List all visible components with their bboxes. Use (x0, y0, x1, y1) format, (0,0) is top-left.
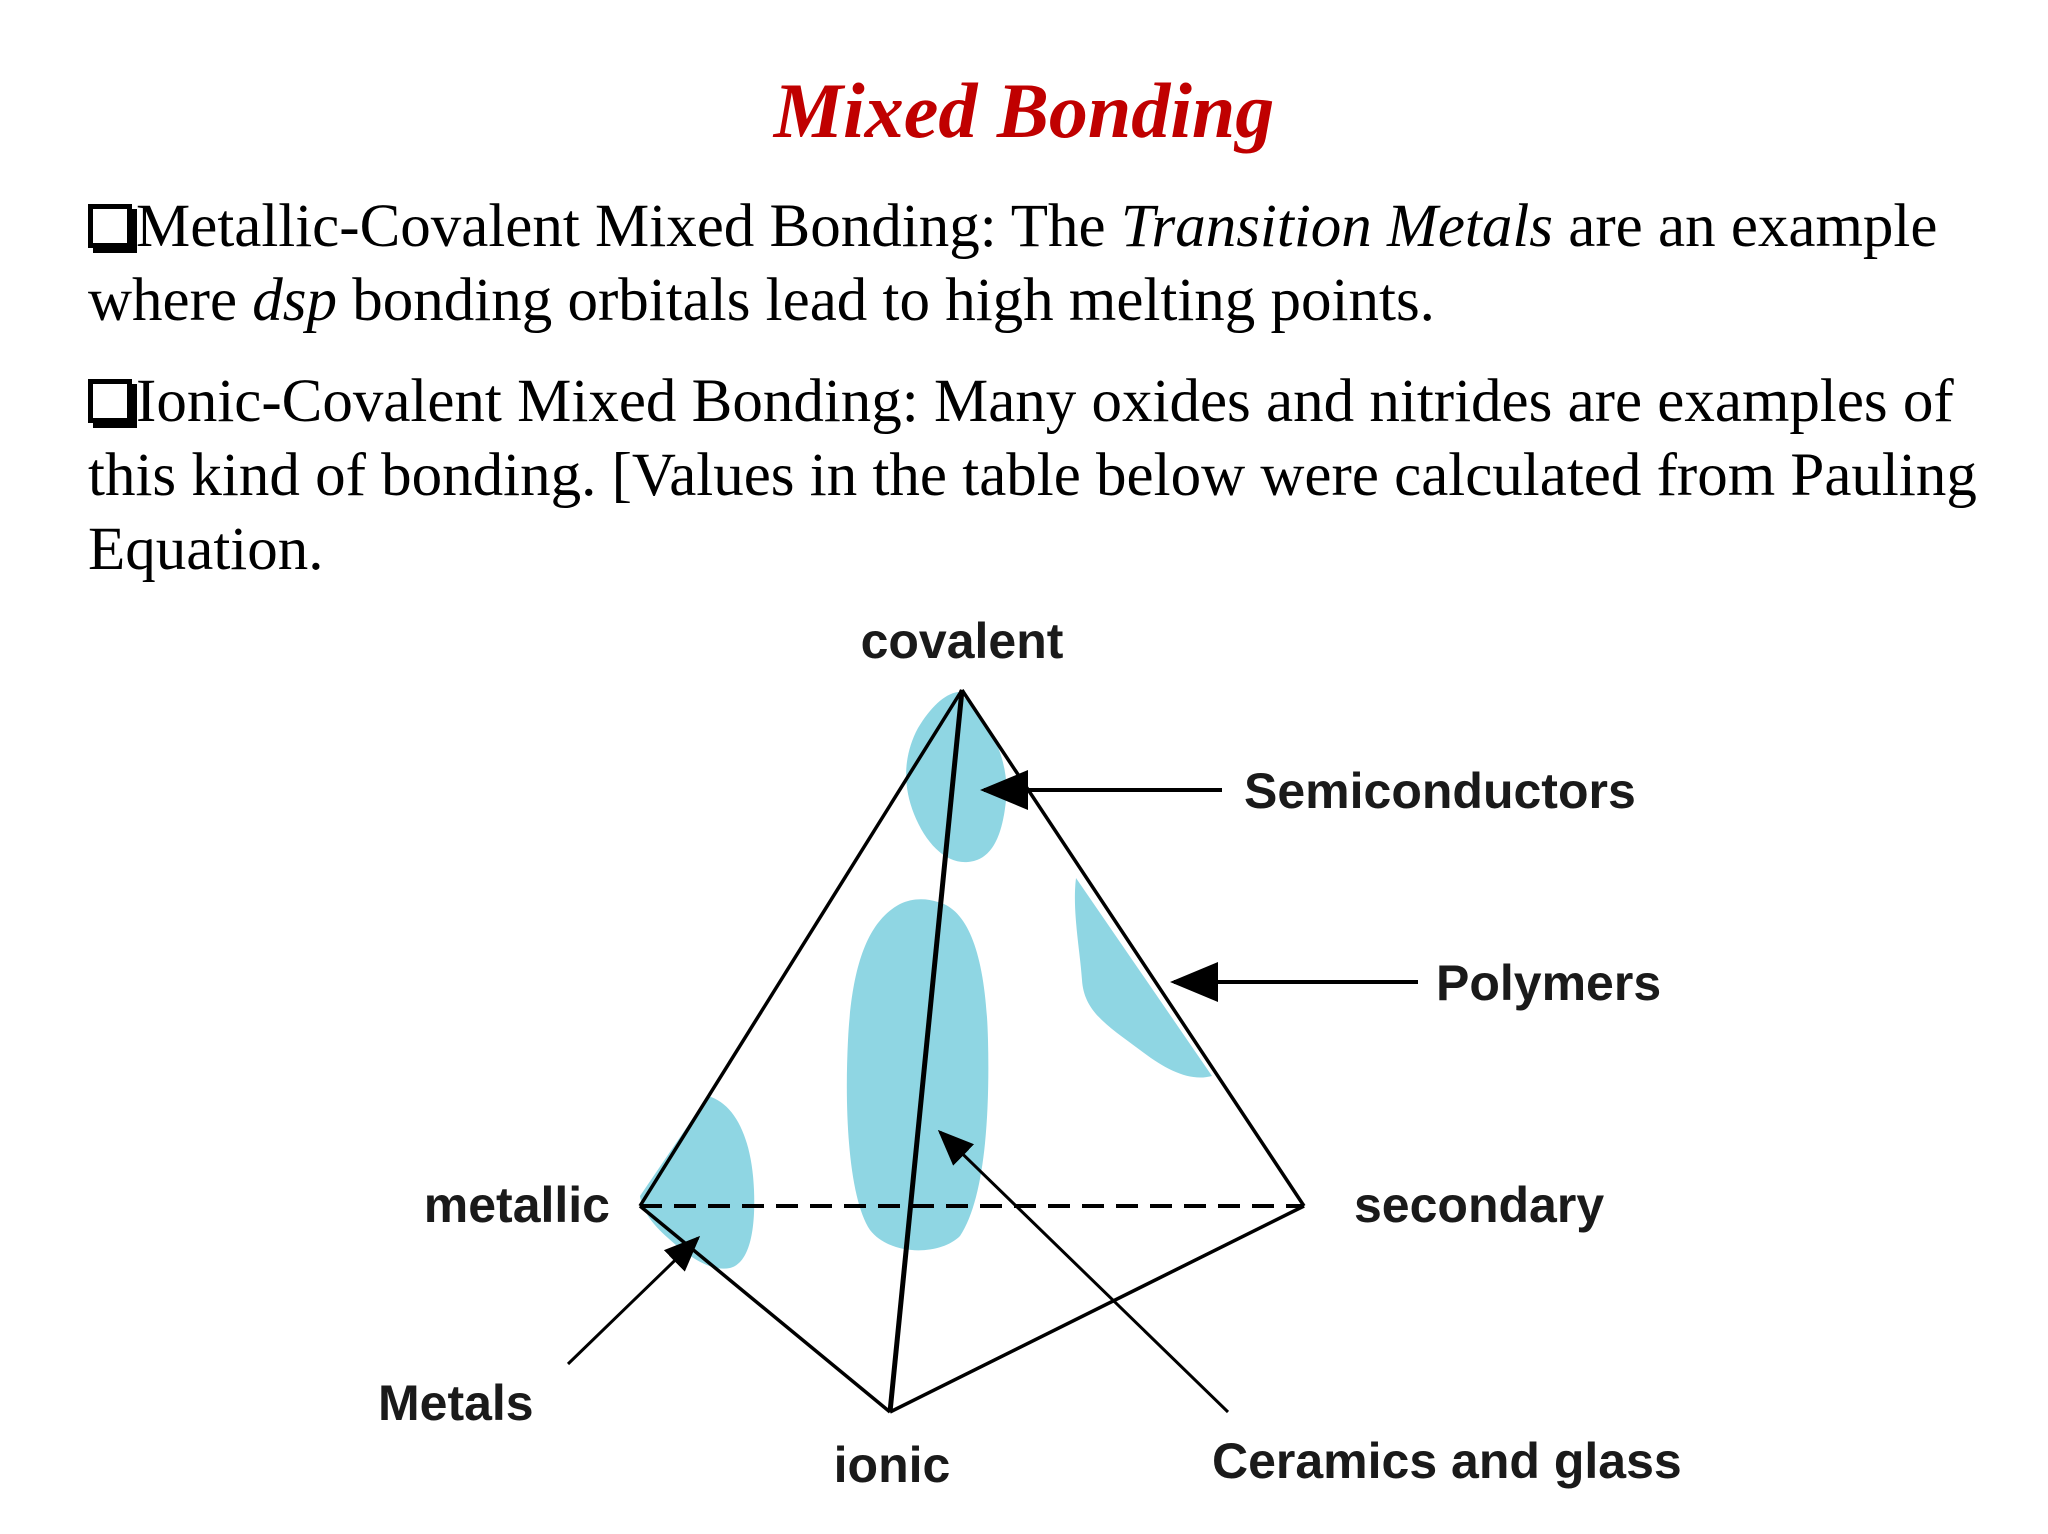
region-ceramics-glass (847, 899, 989, 1250)
p2-text: Ionic-Covalent Mixed Bonding: Many oxides and nitrides are examples of this kind of bonding. [Values in the table below were calculated from Pauling Equation. (88, 368, 1977, 583)
region-polymers (1075, 878, 1212, 1078)
shaded-regions (640, 692, 1212, 1269)
p1-emph-dsp: dsp (252, 267, 338, 334)
label-metals: Metals (378, 1375, 534, 1431)
edge-metallic-ionic (640, 1206, 890, 1412)
p1-text-a: Metallic-Covalent Mixed Bonding: The (136, 193, 1121, 260)
label-ceramics-glass: Ceramics and glass (1212, 1433, 1682, 1489)
arrow-metals (568, 1238, 698, 1364)
label-covalent: covalent (860, 613, 1064, 669)
label-ionic: ionic (833, 1437, 951, 1493)
p1-text-c: bonding orbitals lead to high melting points. (337, 267, 1435, 334)
region-metals (640, 1096, 754, 1269)
slide-title: Mixed Bonding (773, 67, 1275, 154)
label-semiconductors: Semiconductors (1244, 763, 1636, 819)
arrow-ceramics (940, 1132, 1228, 1412)
label-secondary: secondary (1354, 1177, 1605, 1233)
label-metallic: metallic (423, 1177, 610, 1233)
p1-emph-transition-metals: Transition Metals (1120, 193, 1554, 260)
pointer-arrows (568, 790, 1418, 1412)
p1-text-b: are an example where (88, 193, 1938, 334)
label-polymers: Polymers (1436, 955, 1662, 1011)
region-semiconductors (906, 692, 1006, 862)
